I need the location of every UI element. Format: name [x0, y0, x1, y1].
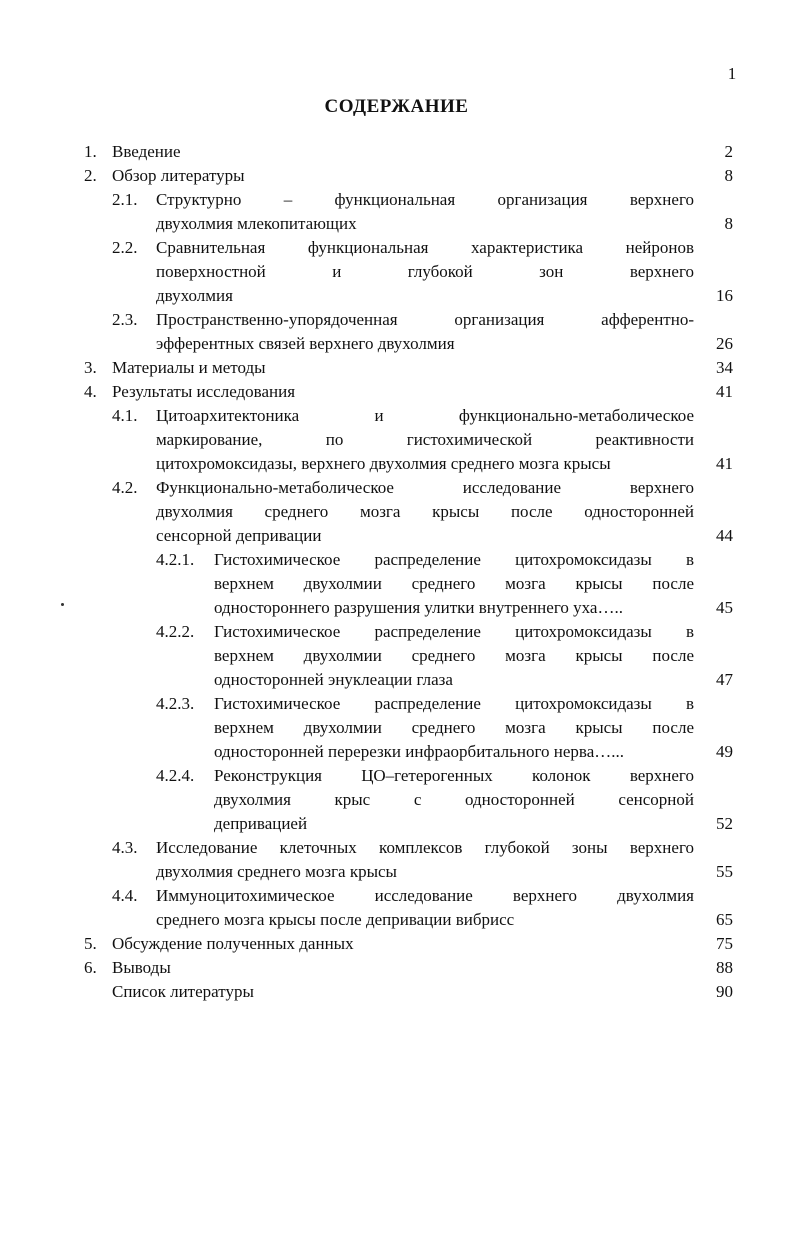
toc-entry-title-line: Гистохимическое распределение цитохромоксидазы в	[214, 622, 694, 641]
toc-entry-title-line: верхнем двухолмии среднего мозга крысы после	[214, 574, 694, 593]
toc-page-number: 16	[716, 286, 733, 305]
dot-leader	[360, 212, 691, 236]
toc-entry-title-line: односторонней перерезки инфраорбитального нерва…...	[214, 742, 624, 761]
toc-entry-number: 4.	[84, 382, 97, 401]
toc-entry-title: Выводы	[112, 958, 171, 977]
toc-entry-title: Обзор литературы	[112, 166, 245, 185]
toc-entry-number: 4.2.4.	[156, 766, 195, 785]
toc-entry-title-line: цитохромоксидазы, верхнего двухолмия среднего мозга крысы	[156, 454, 611, 473]
toc-entry-number: 5.	[84, 934, 97, 953]
toc-entry-title-line: одностороннего разрушения улитки внутреннего уха…..	[214, 598, 623, 617]
dot-leader	[310, 812, 691, 836]
toc-entry-title: Введение	[112, 142, 181, 161]
dot-leader	[236, 284, 691, 308]
toc-entry-number: 4.2.3.	[156, 694, 195, 713]
toc-page-number: 75	[716, 934, 733, 953]
toc-page-number: 90	[716, 982, 733, 1001]
toc-page-number: 8	[724, 214, 733, 233]
dot-leader	[248, 164, 691, 188]
toc-entry-number: 4.2.1.	[156, 550, 195, 569]
toc-entry-title-line: Гистохимическое распределение цитохромоксидазы в	[214, 550, 694, 569]
dot-leader	[458, 332, 691, 356]
toc-entry-title-line: депривацией	[214, 814, 308, 833]
dot-leader	[324, 524, 691, 548]
toc-entry-number: 6.	[84, 958, 97, 977]
toc-entry-title-line: Функционально-метаболическое исследование верхнего	[156, 478, 694, 497]
toc-page-number: 26	[716, 334, 733, 353]
dot-leader	[400, 860, 691, 884]
toc-entry-title-line: Цитоархитектоника и функционально-метаболическое	[156, 406, 694, 425]
toc-page-number: 44	[716, 526, 733, 545]
toc-entry-number: 4.3.	[112, 838, 138, 857]
toc-page-number: 49	[716, 742, 733, 761]
dot-leader	[456, 668, 691, 692]
toc-entry-title-line: Исследование клеточных комплексов глубокой зоны верхнего	[156, 838, 694, 857]
toc-entry-title-line: двухолмия крыс с односторонней сенсорной	[214, 790, 694, 809]
dot-leader	[298, 380, 691, 404]
dot-leader	[269, 356, 691, 380]
toc-page-number: 41	[716, 454, 733, 473]
toc-entry-title-line: двухолмия среднего мозга крысы после односторонней	[156, 502, 694, 521]
toc-entry-number: 2.1.	[112, 190, 138, 209]
toc-page-number: 65	[716, 910, 733, 929]
toc-entry-title-line: среднего мозга крысы после депривации вибрисс	[156, 910, 515, 929]
page-number: 1	[727, 64, 737, 83]
dot-leader	[174, 956, 691, 980]
toc-entry-title-line: маркирование, по гистохимической реактивности	[156, 430, 694, 449]
dot-leader	[257, 980, 691, 1004]
toc-entry-number: 4.4.	[112, 886, 138, 905]
toc-entry-number: 3.	[84, 358, 97, 377]
toc-entry-title-line: Реконструкция ЦО–гетерогенных колонок верхнего	[214, 766, 694, 785]
toc-entry-title-line: верхнем двухолмии среднего мозга крысы после	[214, 646, 694, 665]
toc-page-number: 45	[716, 598, 733, 617]
toc-entry-title-line: Гистохимическое распределение цитохромоксидазы в	[214, 694, 694, 713]
toc-entry-title-line: Структурно – функциональная организация верхнего	[156, 190, 694, 209]
toc-page-number: 55	[716, 862, 733, 881]
toc-entry-number: 2.	[84, 166, 97, 185]
dot-leader	[184, 140, 691, 164]
toc-entry-number: 2.2.	[112, 238, 138, 257]
toc-entry-title-line: верхнем двухолмии среднего мозга крысы после	[214, 718, 694, 737]
toc-entry-title-line: двухолмия млекопитающих	[156, 214, 357, 233]
toc-page-number: 34	[716, 358, 733, 377]
scan-speck	[61, 603, 64, 606]
dot-leader	[517, 908, 691, 932]
toc-page-number: 52	[716, 814, 733, 833]
toc-entry-title-line: эфферентных связей верхнего двухолмия	[156, 334, 455, 353]
toc-entry-number: 1.	[84, 142, 97, 161]
toc-entry-title-line: двухолмия среднего мозга крысы	[156, 862, 397, 881]
toc-page-number: 41	[716, 382, 733, 401]
toc-entry-number: 4.2.2.	[156, 622, 195, 641]
toc-entry-title: Обсуждение полученных данных	[112, 934, 354, 953]
toc-entry-title: Список литературы	[112, 982, 254, 1001]
toc-entry-title-line: поверхностной и глубокой зон верхнего	[156, 262, 694, 281]
toc-page-number: 47	[716, 670, 733, 689]
toc-entry-title-line: Иммуноцитохимическое исследование верхнего двухолмия	[156, 886, 694, 905]
toc-entry-title-line: односторонней энуклеации глаза	[214, 670, 453, 689]
toc-page-number: 8	[724, 166, 733, 185]
toc-entry-number: 4.2.	[112, 478, 138, 497]
toc-entry-title-line: сенсорной депривации	[156, 526, 322, 545]
dot-leader	[357, 932, 691, 956]
toc-page-number: 2	[724, 142, 733, 161]
toc-entry-title: Материалы и методы	[112, 358, 266, 377]
toc-page-number: 88	[716, 958, 733, 977]
page-title: СОДЕРЖАНИЕ	[324, 96, 469, 117]
toc-entry-title-line: Пространственно-упорядоченная организация афферентно-	[156, 310, 694, 329]
toc-entry-number: 2.3.	[112, 310, 138, 329]
toc-entry-title-line: Сравнительная функциональная характеристика нейронов	[156, 238, 694, 257]
toc-entry-title-line: двухолмия	[156, 286, 233, 305]
toc-entry-title: Результаты исследования	[112, 382, 296, 401]
toc-entry-number: 4.1.	[112, 406, 138, 425]
